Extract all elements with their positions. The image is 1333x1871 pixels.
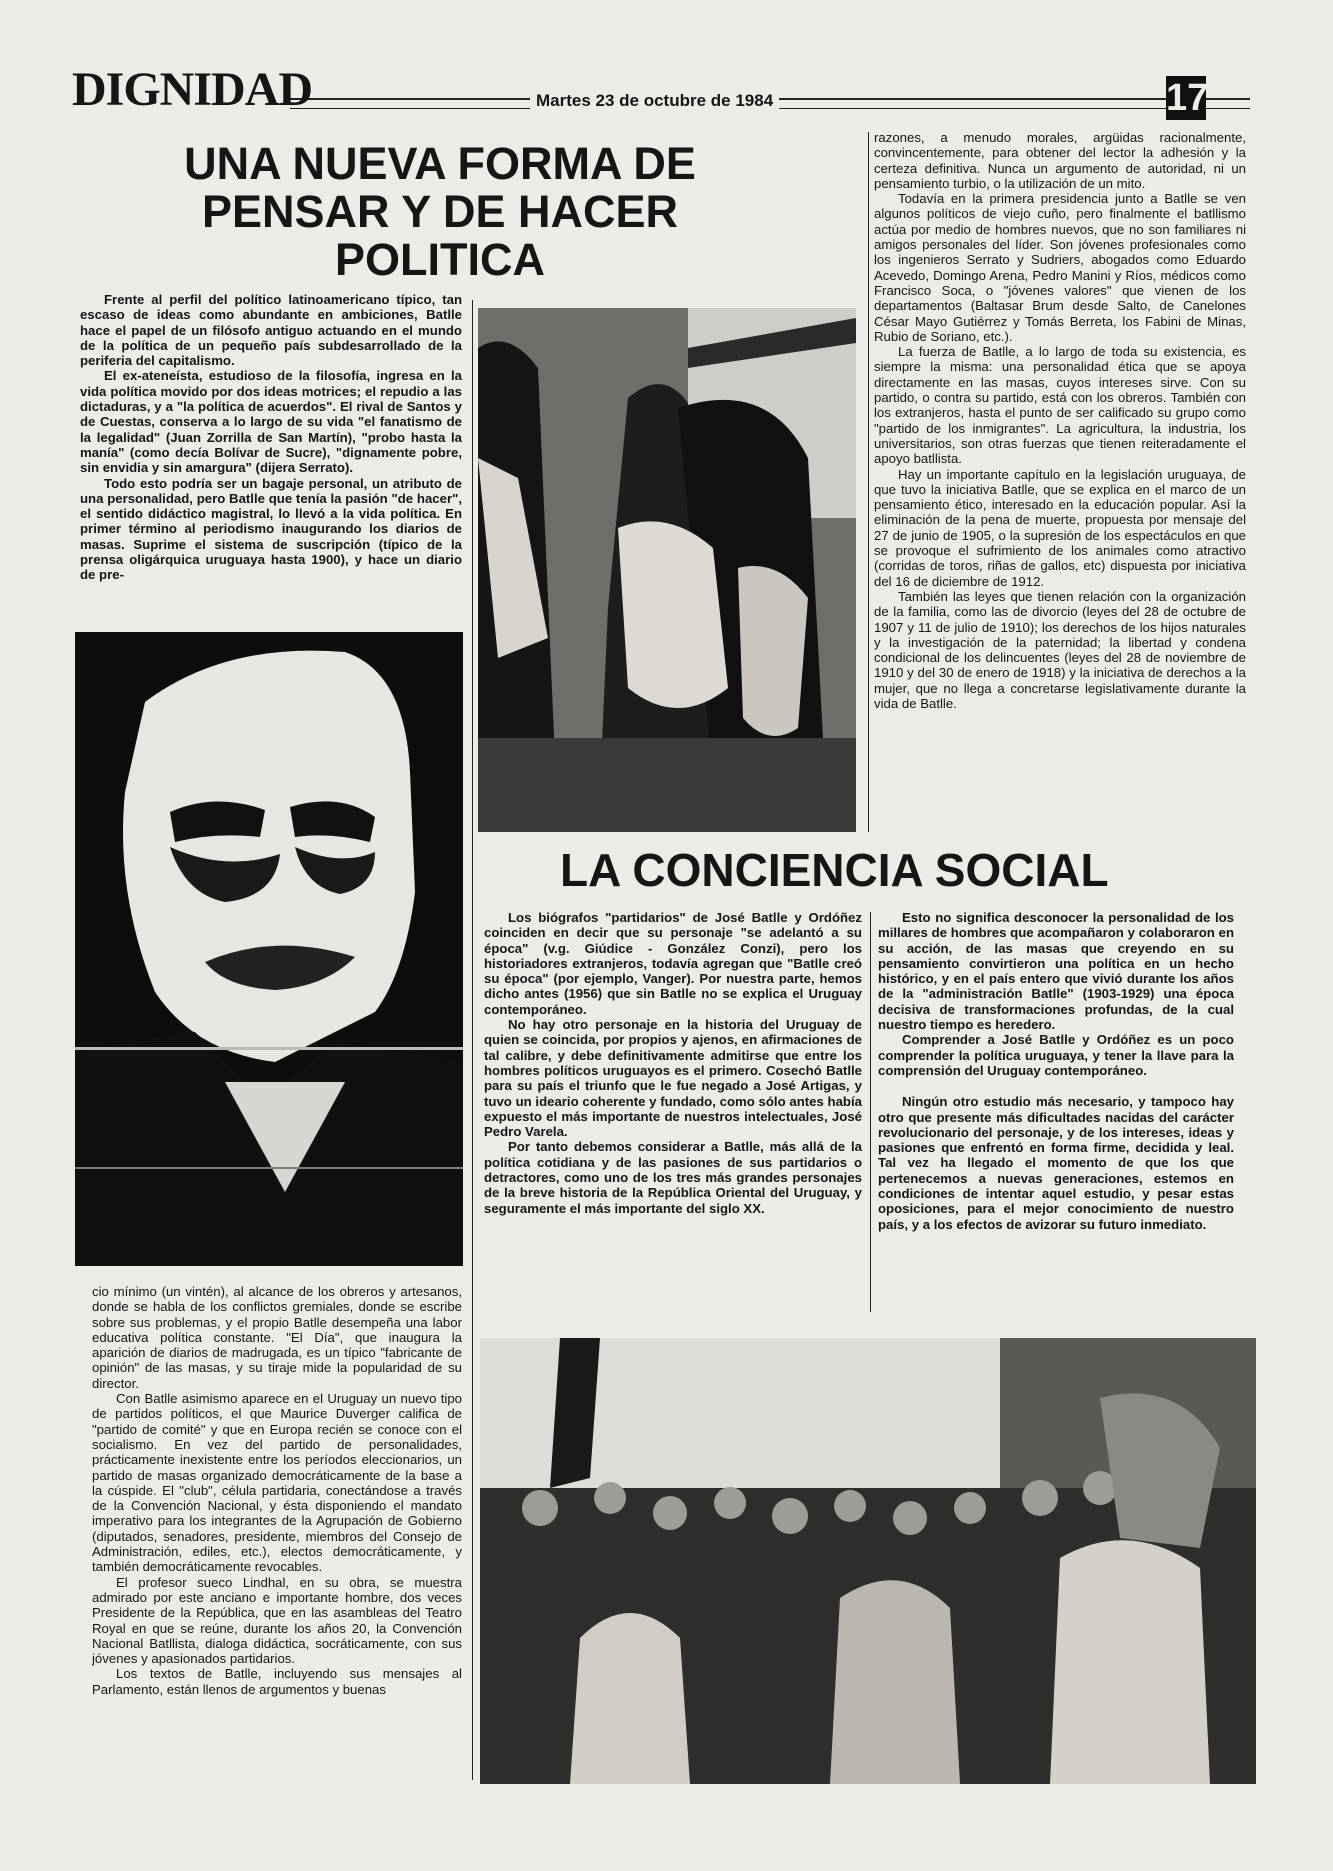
article2-col-right xyxy=(878,910,1234,1232)
paragraph: Comprender a José Batlle y Ordóñez es un poco comprender la política uruguaya, y tener la llave para la comprensión del Uruguay contemporáneo. xyxy=(878,1032,1234,1078)
street-scene-illustration xyxy=(478,308,856,832)
article1-headline: UNA NUEVA FORMA DE PENSAR Y DE HACER POLITICA xyxy=(184,138,696,285)
article2-col-left xyxy=(484,910,862,1216)
masthead-title: DIGNIDAD xyxy=(72,63,313,116)
article2-headline: LA CONCIENCIA SOCIAL xyxy=(560,844,1109,896)
batlle-portrait-photo xyxy=(75,632,463,1266)
paragraph: Todo esto podría ser un bagaje personal, un atributo de una personalidad, pero Batlle que tenía la pasión "de hacer", el sentido didáctico magistral, lo llevó a la vida política. En primer término al periodismo inaugurando los diarios de masas. Suprime el sistema de suscripción (típico de la prensa oligárquica uruguaya hasta 1900), y hace un diario de pre- xyxy=(80,475,462,583)
paragraph: Esto no significa desconocer la personalidad de los millares de hombres que acompañaron y colaboraron en su acción, de las masas que creyendo en su pensamiento convirtieron una política en un hecho histórico, y en el país entero que vivió durante los años de la "administración Batlle" (1903-1929) una época decisiva de transformaciones profundas, de la cual nuestro tiempo es heredero. xyxy=(878,910,1234,1033)
paragraph: Ningún otro estudio más necesario, y tampoco hay otro que presente más dificultades nacidas del carácter revolucionario del personaje, y de los intereses, ideas y pasiones que enfrentó en forma firme, decidida y leal. Tal vez ha llegado el momento de que los que pertenecemos a nuevas generaciones, estemos en condiciones de intentar aquel estudio, y pesar estas oposiciones, para el mejor conocimiento de nuestro país, y a los efectos de avizorar su futuro inmediato. xyxy=(878,1094,1234,1232)
crowd-photo xyxy=(480,1338,1256,1784)
paragraph: Los textos de Batlle, incluyendo sus mensajes al Parlamento, están llenos de argumentos y buenas xyxy=(92,1666,462,1697)
portrait-illustration xyxy=(75,632,463,1266)
paragraph: Con Batlle asimismo aparece en el Uruguay un nuevo tipo de partidos políticos, el que Maurice Duverger califica de "partido de comité" y que en Europa recién se conoce con el socialismo. En vez del partido de personalidades, prácticamente inexistente entre los períodos eleccionarios, un partido de masas organizado democráticamente de la base a la cúspide. El "club", célula partidaria, conectándose a través de la Convención Nacional, y ésta disponiendo el mandato imperativo para los integrantes de la Agrupación de Gobierno (diputados, senadores, presidente, miembros del Consejo de Administración, ediles, etc.), electos democráticamente, y también democráticamente revocables. xyxy=(92,1391,462,1575)
paragraph: razones, a menudo morales, argüidas racionalmente, convincentemente, para obtener del lector la adhesión y la certeza definitiva. Nunca un argumento de autoridad, ni un pensamiento turbio, o la utilización de un mito. xyxy=(874,130,1246,191)
column-rule xyxy=(868,132,869,832)
street-scene-photo xyxy=(478,308,856,832)
paragraph: Todavía en la primera presidencia junto a Batlle se ven algunos políticos de viejo cuño, pero finalmente el batllismo actúa por medio de hombres nuevos, que no son familiares ni amigos personales del líder. Son jóvenes profesionales como los ingenieros Serrato y Sudriers, abogados como Eduardo Acevedo, Domingo Arena, Pedro Manini y Ríos, médicos como Francisco Soca, o "jóvenes valores" que vienen de los departamentos (Baltasar Brum desde Salto, de Canelones César Mayo Gutiérrez y Tomás Berreta, los Fabini de Minas, Rubio de Soriano, etc.). xyxy=(874,191,1246,344)
paragraph: El ex-ateneísta, estudioso de la filosofía, ingresa en la vida política movido por dos ideas motrices; el repudio a las dictaduras, y a "la política de acuerdos". El rival de Santos y de Cuestas, conserva a lo largo de su vida "el fanatismo de la legalidad" (Juan Zorrilla de San Martín), "probo hasta la manía" (como decía Bolívar de Sucre), "dignamente pobre, sin envidia y sin amargura" (dijera Serrato). xyxy=(80,368,462,476)
page-number: 17 xyxy=(1166,77,1209,119)
column-rule xyxy=(472,300,473,1780)
paragraph: La fuerza de Batlle, a lo largo de toda su existencia, es siempre la misma: una personalidad ética que se apoya directamente en las masas, cuyos intereses sirve. Con su partido, o contra su partido, está con los obreros. También con los extranjeros, hasta el punto de ser calificado su grupo como "partido de los inmigrantes". La agricultura, la industria, los universitarios, son otras fuerzas que tienen reiteradamente el apoyo batllista. xyxy=(874,344,1246,467)
column-rule xyxy=(870,912,871,1312)
paragraph: No hay otro personaje en la historia del Uruguay de quien se coincida, por propios y ajenos, en afirmaciones de tal calibre, y debe definitivamente admitirse que entre los hombres políticos uruguayos es el primero. Cosechó Batlle para su país el triunfo que le fue negado a José Artigas, y tuvo un ideario coherente y fundado, como sólo antes había expuesto el más importante de nuestros intelectuales, José Pedro Varela. xyxy=(484,1017,862,1140)
paragraph: Los biógrafos "partidarios" de José Batlle y Ordóñez coinciden en decir que su personaje "se adelantó a su época" (v.g. Giúdice - González Conzi), pero los historiadores extranjeros, todavía agregan que "Batlle creó su época" (por ejemplo, Vanger). Por nuestra parte, hemos dicho antes (1956) que sin Batlle no se explica el Uruguay contemporáneo. xyxy=(484,910,862,1017)
article1-col1-bottom xyxy=(92,1284,462,1697)
crowd-illustration xyxy=(480,1338,1256,1784)
paragraph: Por tanto debemos considerar a Batlle, más allá de la política cotidiana y de las pasiones de sus partidarios o detractores, como uno de los tres más grandes personajes de la breve historia de la República Oriental del Uruguay, y seguramente el más importante del siglo XX. xyxy=(484,1139,862,1216)
article1-col1-top xyxy=(80,292,462,583)
paragraph: También las leyes que tienen relación con la organización de la familia, como las de divorcio (leyes del 28 de octubre de 1907 y 11 de julio de 1910); los derechos de los hijos naturales y la investigación de la paternidad; la libertad y condena condicional de los delincuentes (leyes del 28 de noviembre de 1910 y del 30 de enero de 1918) y la iniciativa de derechos a la mujer, que no llega a concretarse legislativamente durante la vida de Batlle. xyxy=(874,588,1246,711)
paragraph: Hay un importante capítulo en la legislación uruguaya, de que tuvo la iniciativa Batlle, que se explica en el marco de un pensamiento ético, interesado en la educación popular. Así la eliminación de la pena de muerte, propuesta por mensaje del 27 de junio de 1905, o la supresión de los espectáculos en que se provoque el sufrimiento de los animales como atractivo (corridas de toros, riñas de gallos, etc) dispuesta por iniciativa del 16 de diciembre de 1912. xyxy=(874,466,1246,589)
paragraph: cio mínimo (un vintén), al alcance de los obreros y artesanos, donde se habla de los conflictos gremiales, donde se escribe sobre sus problemas, y el propio Batlle desempeña una labor educativa política constante. "El Día", que inaugura la aparición de diarios de madrugada, es un típico "fabricante de opinión" de las masas, y su tiraje mide la popularidad de su director. xyxy=(92,1284,462,1391)
paragraph: Frente al perfil del político latinoamericano típico, tan escaso de ideas como abundante en ambiciones, Batlle hace el papel de un filósofo antiguo actuando en el mundo de la política de un pequeño país subdesarrollado de la periferia del capitalismo. xyxy=(80,292,462,369)
article1-col3 xyxy=(874,130,1246,711)
issue-date: Martes 23 de octubre de 1984 xyxy=(530,92,779,109)
paragraph: El profesor sueco Lindhal, en su obra, se muestra admirado por este anciano e importante hombre, dos veces Presidente de la República, que en las asambleas del Teatro Royal en que se reúne, durante los años 20, la Convención Nacional Batllista, dialoga didáctica, socráticamente, con sus jóvenes y apasionados partidarios. xyxy=(92,1574,462,1667)
